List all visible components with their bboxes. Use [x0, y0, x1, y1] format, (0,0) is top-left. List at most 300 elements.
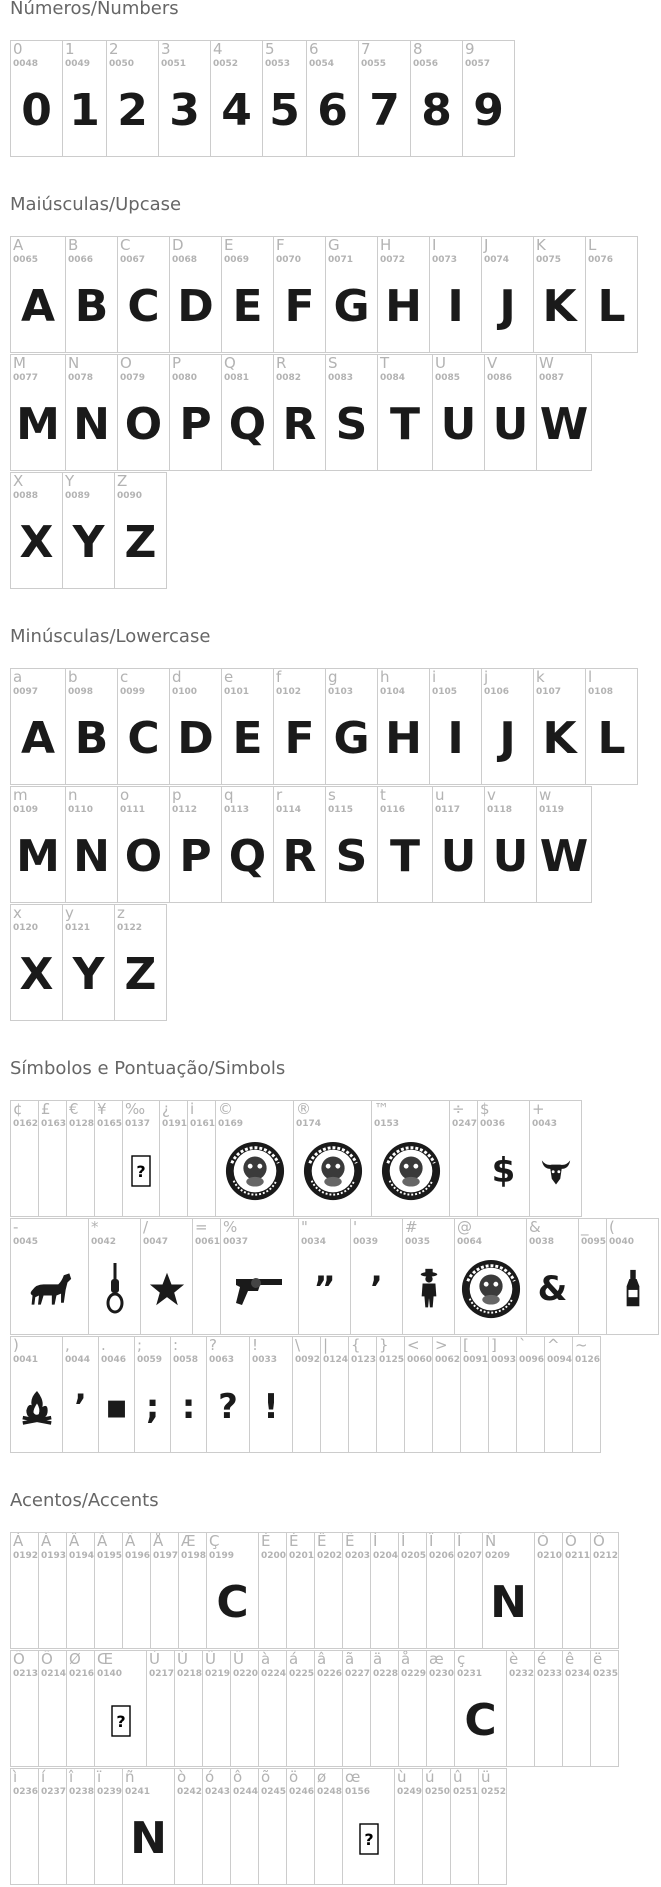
bottle-icon	[607, 1263, 658, 1315]
glyph-cell	[10, 1650, 39, 1767]
character-label: û	[453, 1768, 463, 1786]
character-code: 0073	[432, 255, 458, 265]
character-code: 0056	[413, 59, 439, 69]
character-label: #	[405, 1218, 418, 1236]
character-code: 0249	[397, 1787, 423, 1797]
character-code: 0088	[13, 491, 39, 501]
glyph-cell	[432, 786, 485, 903]
glyph-cell	[293, 1100, 372, 1217]
character-label: Y	[65, 472, 75, 490]
character-code: 0244	[233, 1787, 259, 1797]
character-label: Æ	[181, 1532, 196, 1550]
character-label: 8	[413, 40, 423, 58]
glyph-cell	[572, 1336, 601, 1453]
character-code: 0217	[149, 1669, 175, 1679]
glyph-cell	[134, 1336, 171, 1453]
character-code: 0079	[120, 373, 146, 383]
character-code: 0078	[68, 373, 94, 383]
glyph-cell	[38, 1650, 67, 1767]
glyph-cell	[273, 668, 326, 785]
glyph-sample: N	[130, 1813, 167, 1864]
character-code: 0097	[13, 687, 39, 697]
glyph-cell	[273, 236, 326, 353]
character-label: \	[295, 1336, 301, 1354]
glyph-cell	[506, 1650, 535, 1767]
character-code: 0077	[13, 373, 39, 383]
glyph-cell	[174, 1650, 203, 1767]
character-code: 0080	[172, 373, 198, 383]
glyph-cell	[477, 1100, 530, 1217]
glyph-cell	[429, 668, 482, 785]
character-label: z	[117, 904, 125, 922]
glyph-cell	[306, 40, 359, 157]
glyph-sample: G	[333, 281, 370, 332]
glyph-sample: R	[282, 399, 317, 450]
character-label: í	[41, 1768, 46, 1786]
character-label: b	[68, 668, 78, 686]
character-code: 0111	[120, 805, 146, 815]
character-label: v	[487, 786, 496, 804]
character-code: 0053	[265, 59, 291, 69]
glyph-cell	[94, 1650, 147, 1767]
glyph-cell	[432, 354, 485, 471]
glyph-cell	[10, 40, 63, 157]
character-label: L	[588, 236, 597, 254]
character-label: s	[328, 786, 336, 804]
character-code: 0034	[301, 1237, 327, 1247]
glyph-cell	[174, 1768, 203, 1885]
character-label: ú	[425, 1768, 435, 1786]
character-label: Å	[153, 1532, 164, 1550]
character-label: Û	[205, 1650, 216, 1668]
character-label: j	[484, 668, 489, 686]
glyph-sample: T	[389, 399, 420, 450]
character-code: 0086	[487, 373, 513, 383]
character-code: 0241	[125, 1787, 151, 1797]
character-code: 0236	[13, 1787, 39, 1797]
glyph-sample: &	[537, 1269, 568, 1309]
character-code: 0044	[65, 1355, 91, 1365]
character-code: 0196	[125, 1551, 151, 1561]
character-code: 0238	[69, 1787, 95, 1797]
character-code: 0047	[143, 1237, 169, 1247]
revolver-icon	[221, 1263, 298, 1315]
glyph-cell	[10, 1768, 39, 1885]
character-code: 0100	[172, 687, 198, 697]
glyph-sample: D	[177, 281, 214, 332]
character-code: 0235	[593, 1669, 619, 1679]
character-label: x	[13, 904, 22, 922]
character-label: V	[487, 354, 498, 372]
glyph-cell	[478, 1768, 507, 1885]
character-code: 0114	[276, 805, 302, 815]
glyph-cell	[325, 354, 378, 471]
character-label: ë	[593, 1650, 603, 1668]
glyph-sample: O	[124, 831, 163, 882]
character-code: 0087	[539, 373, 565, 383]
glyph-sample: O	[124, 399, 163, 450]
character-label: æ	[429, 1650, 444, 1668]
character-label: ä	[373, 1650, 383, 1668]
character-code: 0228	[373, 1669, 399, 1679]
character-label: ;	[137, 1336, 143, 1354]
character-label: o	[120, 786, 130, 804]
character-label: 5	[265, 40, 275, 58]
character-label: =	[195, 1218, 208, 1236]
character-label: 0	[13, 40, 23, 58]
character-code: 0092	[295, 1355, 321, 1365]
character-label: >	[435, 1336, 448, 1354]
glyph-cell	[62, 904, 115, 1021]
glyph-cell	[117, 786, 170, 903]
glyph-cell	[426, 1532, 455, 1649]
glyph-sample: ;	[145, 1387, 160, 1427]
character-code: 0033	[252, 1355, 278, 1365]
glyph-sample: H	[385, 713, 422, 764]
character-label: i	[432, 668, 437, 686]
glyph-cell	[258, 1532, 287, 1649]
glyph-sample: J	[499, 713, 516, 764]
character-code: 0091	[463, 1355, 489, 1365]
character-label: T	[380, 354, 390, 372]
glyph-sample: ▪	[104, 1387, 129, 1427]
glyph-cell	[187, 1100, 216, 1217]
glyph-cell	[230, 1650, 259, 1767]
character-label: -	[13, 1218, 19, 1236]
character-label: ©	[218, 1100, 233, 1118]
character-code: 0112	[172, 805, 198, 815]
character-label: é	[537, 1650, 547, 1668]
glyph-sample: 7	[369, 85, 400, 136]
glyph-cell	[450, 1768, 479, 1885]
character-code: 0230	[429, 1669, 455, 1679]
character-label: +	[532, 1100, 545, 1118]
glyph-cell	[544, 1336, 573, 1453]
glyph-sample: Q	[228, 831, 267, 882]
character-code: 0204	[373, 1551, 399, 1561]
character-label: u	[435, 786, 445, 804]
character-code: 0057	[465, 59, 491, 69]
glyph-cell	[398, 1650, 427, 1767]
character-code: 0046	[101, 1355, 127, 1365]
character-label: 9	[465, 40, 475, 58]
character-label: ¿	[162, 1100, 170, 1118]
character-label: ?	[209, 1336, 217, 1354]
glyph-cell	[342, 1650, 371, 1767]
section-title: Maiúsculas/Upcase	[10, 194, 182, 215]
glyph-cell	[481, 236, 534, 353]
glyph-sample: Q	[228, 399, 267, 450]
character-code: 0225	[289, 1669, 315, 1679]
character-code: 0048	[13, 59, 39, 69]
character-label: m	[13, 786, 28, 804]
glyph-cell	[320, 1336, 349, 1453]
glyph-sample: T	[389, 831, 420, 882]
character-code: 0070	[276, 255, 302, 265]
character-code: 0065	[13, 255, 39, 265]
glyph-sample: ’	[370, 1269, 383, 1309]
glyph-sample: 3	[169, 85, 200, 136]
character-code: 0037	[223, 1237, 249, 1247]
glyph-cell	[429, 236, 482, 353]
svg-text:?: ?	[136, 1162, 146, 1181]
badge-icon	[372, 1145, 449, 1197]
glyph-sample: R	[282, 831, 317, 882]
character-label: {	[351, 1336, 361, 1354]
character-label: k	[536, 668, 545, 686]
character-code: 0081	[224, 373, 250, 383]
character-label: (	[609, 1218, 615, 1236]
glyph-cell	[178, 1532, 207, 1649]
character-label: _	[581, 1218, 589, 1236]
glyph-cell	[484, 354, 537, 471]
glyph-cell	[122, 1100, 160, 1217]
notdef-icon	[95, 1695, 146, 1747]
character-code: 0058	[173, 1355, 199, 1365]
character-code: 0038	[529, 1237, 555, 1247]
character-code: 0105	[432, 687, 458, 697]
character-label: Ü	[233, 1650, 244, 1668]
glyph-sample: ?	[218, 1387, 238, 1427]
character-code: 0068	[172, 255, 198, 265]
glyph-cell	[38, 1100, 67, 1217]
character-label: Ì	[373, 1532, 378, 1550]
character-code: 0214	[41, 1669, 67, 1679]
character-label: !	[252, 1336, 259, 1354]
glyph-sample: N	[490, 1577, 527, 1628]
glyph-cell	[606, 1218, 659, 1335]
glyph-cell	[159, 1100, 188, 1217]
glyph-cell	[98, 1336, 135, 1453]
character-code: 0206	[429, 1551, 455, 1561]
character-label: F	[276, 236, 285, 254]
character-code: 0104	[380, 687, 406, 697]
character-code: 0229	[401, 1669, 427, 1679]
character-label: p	[172, 786, 182, 804]
character-code: 0084	[380, 373, 406, 383]
character-code: 0242	[177, 1787, 203, 1797]
character-label: G	[328, 236, 340, 254]
glyph-cell	[202, 1768, 231, 1885]
glyph-sample: E	[232, 713, 263, 764]
character-code: 0085	[435, 373, 461, 383]
character-code: 0096	[519, 1355, 545, 1365]
character-label: Ç	[209, 1532, 220, 1550]
glyph-sample: C	[464, 1695, 497, 1746]
glyph-sample: U	[492, 399, 529, 450]
glyph-cell	[206, 1336, 250, 1453]
glyph-sample: S	[335, 399, 368, 450]
section-title: Minúsculas/Lowercase	[10, 626, 211, 647]
glyph-cell	[590, 1532, 619, 1649]
glyph-cell	[376, 1336, 405, 1453]
character-label: "	[301, 1218, 308, 1236]
glyph-cell	[562, 1532, 591, 1649]
glyph-sample: U	[440, 831, 477, 882]
glyph-sample: 2	[117, 85, 148, 136]
character-label: 6	[309, 40, 319, 58]
section-title: Números/Numbers	[10, 0, 179, 19]
glyph-sample: B	[74, 713, 109, 764]
glyph-cell	[358, 40, 411, 157]
character-code: 0198	[181, 1551, 207, 1561]
character-label: w	[539, 786, 552, 804]
character-code: 0063	[209, 1355, 235, 1365]
glyph-cell	[404, 1336, 433, 1453]
glyph-cell	[314, 1650, 343, 1767]
glyph-sample: M	[16, 831, 60, 882]
glyph-cell	[536, 786, 592, 903]
glyph-cell	[65, 236, 118, 353]
character-label: %	[223, 1218, 238, 1236]
character-code: 0213	[13, 1669, 39, 1679]
character-label: Ã	[97, 1532, 108, 1550]
glyph-sample: J	[499, 281, 516, 332]
character-code: 0246	[289, 1787, 315, 1797]
character-code: 0119	[539, 805, 565, 815]
glyph-cell	[314, 1532, 343, 1649]
character-code: 0153	[374, 1119, 400, 1129]
character-label: D	[172, 236, 184, 254]
horse-icon	[11, 1263, 88, 1315]
glyph-sample: 4	[221, 85, 252, 136]
character-code: 0099	[120, 687, 146, 697]
character-label: f	[276, 668, 282, 686]
character-code: 0233	[537, 1669, 563, 1679]
character-label: I	[432, 236, 437, 254]
character-label: ¢	[13, 1100, 23, 1118]
glyph-cell	[516, 1336, 545, 1453]
character-label: A	[13, 236, 24, 254]
character-label: Ê	[317, 1532, 327, 1550]
character-label: ]	[491, 1336, 497, 1354]
glyph-cell	[114, 904, 167, 1021]
character-label: ô	[233, 1768, 243, 1786]
glyph-cell	[460, 1336, 489, 1453]
glyph-cell	[38, 1768, 67, 1885]
character-label: ~	[575, 1336, 588, 1354]
character-code: 0110	[68, 805, 94, 815]
glyph-cell	[370, 1532, 399, 1649]
glyph-cell	[10, 472, 63, 589]
character-label: Ö	[41, 1650, 53, 1668]
glyph-sample: K	[542, 281, 577, 332]
character-label: Ï	[457, 1532, 462, 1550]
character-code: 0067	[120, 255, 146, 265]
character-label: }	[379, 1336, 389, 1354]
character-code: 0192	[13, 1551, 39, 1561]
glyph-cell	[484, 786, 537, 903]
character-code: 0083	[328, 373, 354, 383]
cowboy-icon	[403, 1263, 454, 1315]
badge-icon	[294, 1145, 371, 1197]
character-code: 0090	[117, 491, 143, 501]
glyph-cell	[402, 1218, 455, 1335]
character-code: 0089	[65, 491, 91, 501]
character-code: 0248	[317, 1787, 343, 1797]
character-label: W	[539, 354, 554, 372]
glyph-sample: K	[542, 713, 577, 764]
character-label: 7	[361, 40, 371, 58]
glyph-cell	[169, 236, 222, 353]
glyph-sample: I	[447, 281, 464, 332]
character-code: 0169	[218, 1119, 244, 1129]
glyph-cell	[258, 1650, 287, 1767]
character-code: 0209	[485, 1551, 511, 1561]
character-code: 0250	[425, 1787, 451, 1797]
character-code: 0050	[109, 59, 135, 69]
character-code: 0205	[401, 1551, 427, 1561]
glyph-sample: A	[20, 281, 56, 332]
character-label: Õ	[13, 1650, 25, 1668]
character-label: ï	[97, 1768, 102, 1786]
character-code: 0052	[213, 59, 239, 69]
glyph-cell	[462, 40, 515, 157]
character-code: 0201	[289, 1551, 315, 1561]
character-label: .	[101, 1336, 106, 1354]
character-code: 0220	[233, 1669, 259, 1679]
glyph-cell	[221, 668, 274, 785]
character-label: /	[143, 1218, 149, 1236]
character-code: 0107	[536, 687, 562, 697]
glyph-sample: U	[440, 399, 477, 450]
character-code: 0062	[435, 1355, 461, 1365]
glyph-cell	[350, 1218, 403, 1335]
character-label: ü	[481, 1768, 491, 1786]
character-code: 0036	[480, 1119, 506, 1129]
glyph-cell	[325, 668, 378, 785]
character-code: 0163	[41, 1119, 67, 1129]
character-label: ã	[345, 1650, 355, 1668]
character-code: 0247	[452, 1119, 478, 1129]
glyph-cell	[370, 1650, 399, 1767]
character-code: 0210	[537, 1551, 563, 1561]
character-code: 0106	[484, 687, 510, 697]
glyph-cell	[66, 1768, 95, 1885]
glyph-cell	[534, 1532, 563, 1649]
character-code: 0117	[435, 805, 461, 815]
glyph-cell	[286, 1532, 315, 1649]
glyph-sample: W	[539, 831, 589, 882]
glyph-sample: P	[179, 831, 212, 882]
glyph-cell	[221, 236, 274, 353]
character-label: €	[69, 1100, 79, 1118]
character-label: â	[317, 1650, 327, 1668]
glyph-sample: Z	[124, 517, 157, 568]
glyph-sample: N	[73, 399, 110, 450]
character-label: d	[172, 668, 182, 686]
character-code: 0226	[317, 1669, 343, 1679]
campfire-icon	[11, 1381, 62, 1433]
character-label: Ô	[593, 1532, 605, 1550]
glyph-cell	[10, 1218, 89, 1335]
character-code: 0243	[205, 1787, 231, 1797]
glyph-cell	[348, 1336, 377, 1453]
character-label: ø	[317, 1768, 327, 1786]
character-label: ‰	[125, 1100, 146, 1118]
character-label: l	[588, 668, 593, 686]
glyph-cell	[10, 1100, 39, 1217]
glyph-cell	[377, 236, 430, 353]
character-code: 0122	[117, 923, 143, 933]
character-label: $	[480, 1100, 490, 1118]
glyph-cell	[221, 354, 274, 471]
glyph-cell	[286, 1768, 315, 1885]
character-label: &	[529, 1218, 541, 1236]
character-code: 0162	[13, 1119, 39, 1129]
character-label: q	[224, 786, 234, 804]
glyph-sample: 1	[69, 85, 100, 136]
